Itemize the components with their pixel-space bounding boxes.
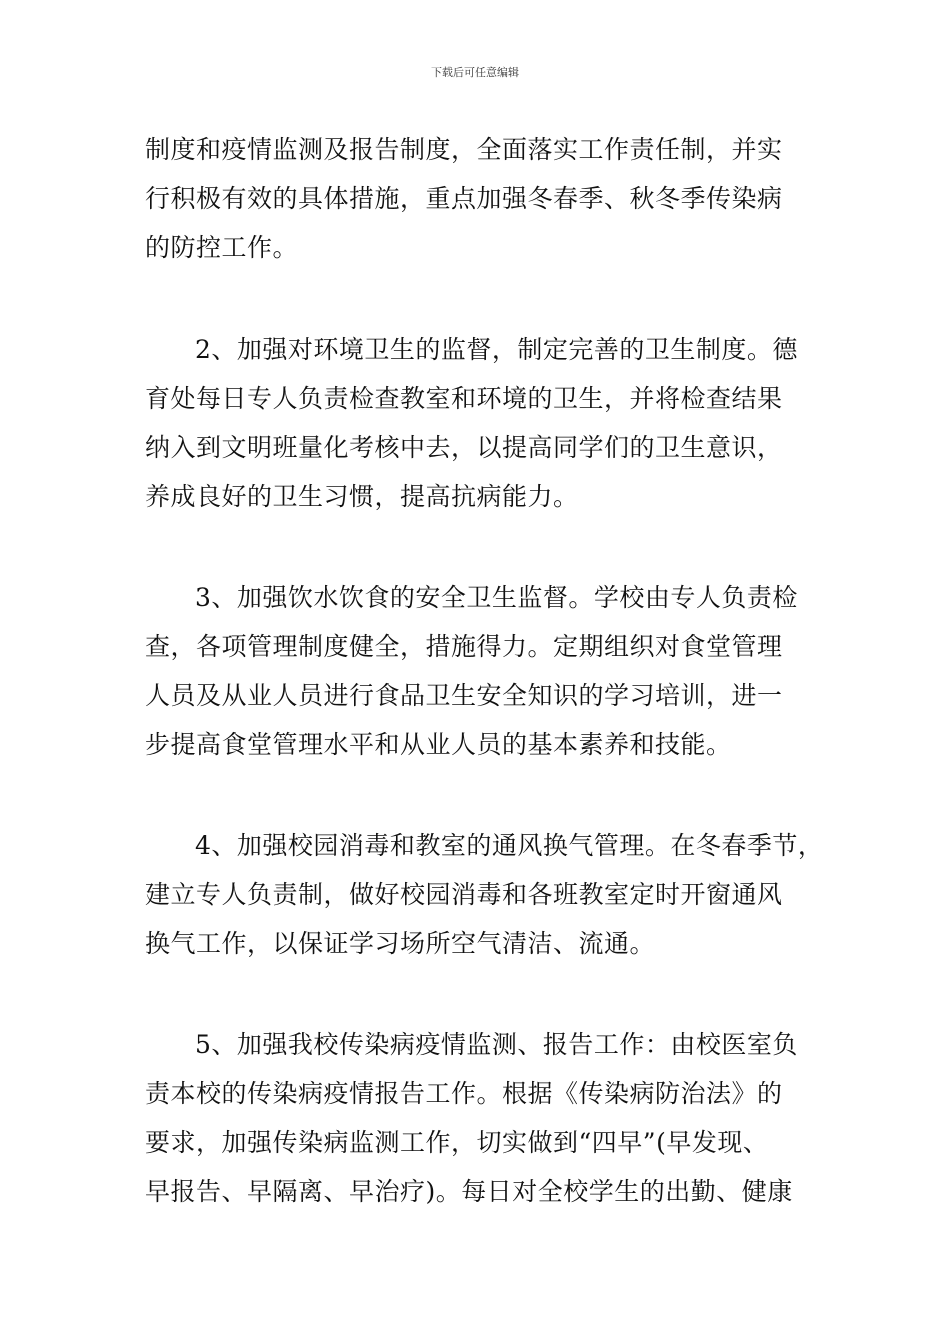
paragraph-line: 育处每日专人负责检查教室和环境的卫生，并将检查结果 [145, 384, 783, 413]
paragraph-line: 换气工作，以保证学习场所空气清洁、流通。 [145, 929, 656, 958]
paragraph-line: 步提高食堂管理水平和从业人员的基本素养和技能。 [145, 730, 732, 759]
paragraph-line: 查，各项管理制度健全，措施得力。定期组织对食堂管理 [145, 632, 783, 661]
paragraph-line: 的防控工作。 [145, 233, 299, 262]
paragraph-line: 5、加强我校传染病疫情监测、报告工作：由校医室负 [195, 1030, 798, 1059]
paragraph-line: 2、加强对环境卫生的监督，制定完善的卫生制度。德 [195, 335, 798, 364]
paragraph-line: 早报告、早隔离、早治疗)。每日对全校学生的出勤、健康 [145, 1177, 793, 1206]
paragraph-line: 3、加强饮水饮食的安全卫生监督。学校由专人负责检 [195, 583, 798, 612]
paragraph-line: 纳入到文明班量化考核中去，以提高同学们的卫生意识， [145, 433, 783, 462]
paragraph-line: 责本校的传染病疫情报告工作。根据《传染病防治法》的 [145, 1079, 783, 1108]
paragraph-line: 要求，加强传染病监测工作，切实做到“四早”(早发现、 [145, 1128, 769, 1157]
paragraph-line: 4、加强校园消毒和教室的通风换气管理。在冬春季节， [195, 831, 824, 860]
paragraph-line: 制度和疫情监测及报告制度，全面落实工作责任制，并实 [145, 135, 783, 164]
paragraph-line: 养成良好的卫生习惯，提高抗病能力。 [145, 482, 579, 511]
page-header: 下载后可任意编辑 [431, 66, 519, 79]
paragraph-line: 建立专人负责制，做好校园消毒和各班教室定时开窗通风 [145, 880, 783, 909]
paragraph-line: 人员及从业人员进行食品卫生安全知识的学习培训，进一 [145, 681, 783, 710]
paragraph-line: 行积极有效的具体措施，重点加强冬春季、秋冬季传染病 [145, 184, 783, 213]
